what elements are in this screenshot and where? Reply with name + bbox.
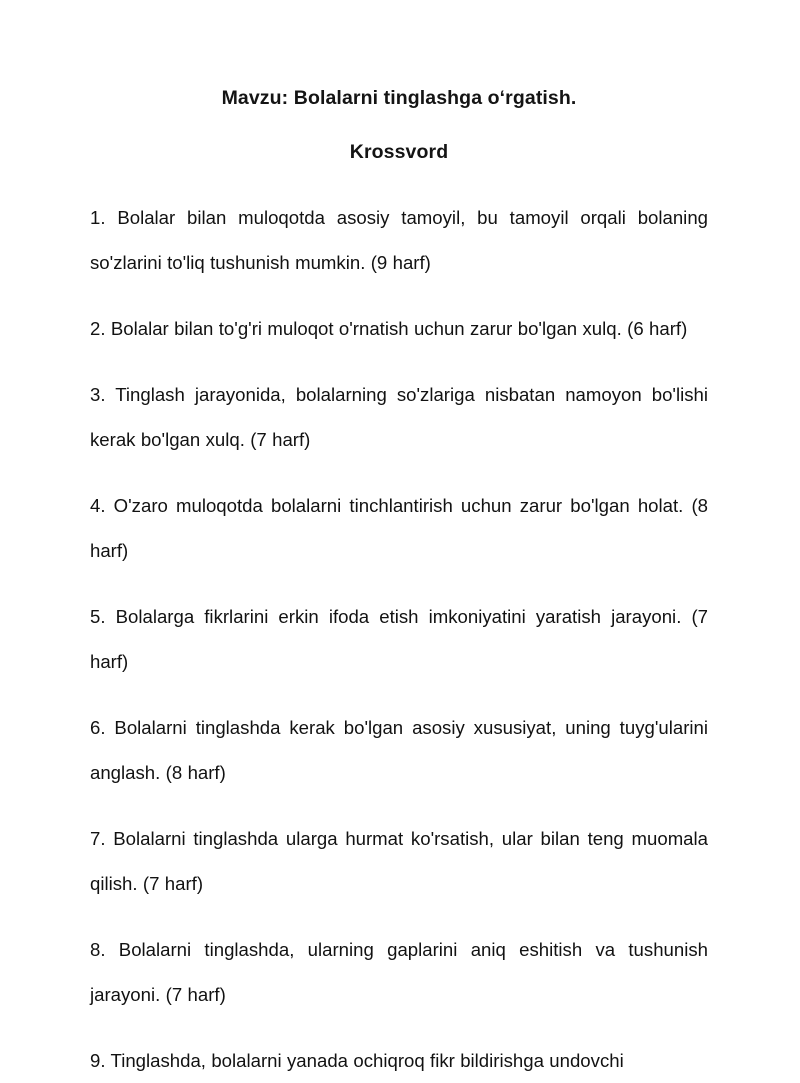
- clue-item: 1. Bolalar bilan muloqotda asosiy tamoyil, bu tamoyil orqali bolaning so'zlarini to'liq tushunish mumkin. (9 harf): [90, 206, 708, 273]
- clue-item: 3. Tinglash jarayonida, bolalarning so'zlariga nisbatan namoyon bo'lishi kerak bo'lgan xulq. (7 harf): [90, 383, 708, 450]
- clue-item: 2. Bolalar bilan to'g'ri muloqot o'rnatish uchun zarur bo'lgan xulq. (6 harf): [90, 317, 688, 339]
- page-title: Mavzu: Bolalarni tinglashga o‘rgatish.: [221, 87, 577, 109]
- clue-item: 4. O'zaro muloqotda bolalarni tinchlantirish uchun zarur bo'lgan holat. (8 harf): [90, 494, 708, 561]
- clue-item: 9. Tinglashda, bolalarni yanada ochiqroq fikr bildirishga undovchi: [90, 1049, 624, 1071]
- clue-item: 7. Bolalarni tinglashda ularga hurmat ko'rsatish, ular bilan teng muomala qilish. (7 harf): [90, 827, 708, 894]
- clue-item: 6. Bolalarni tinglashda kerak bo'lgan asosiy xususiyat, uning tuyg'ularini anglash. (8 harf): [90, 716, 708, 783]
- clue-item: 8. Bolalarni tinglashda, ularning gaplarini aniq eshitish va tushunish jarayoni. (7 harf): [90, 938, 708, 1005]
- crossword-clue-list: [90, 165, 708, 1083]
- clue-item: 5. Bolalarga fikrlarini erkin ifoda etish imkoniyatini yaratish jarayoni. (7 harf): [90, 605, 708, 672]
- document-content-column: [90, 0, 708, 1083]
- document-subtitle: Krossvord: [349, 141, 449, 164]
